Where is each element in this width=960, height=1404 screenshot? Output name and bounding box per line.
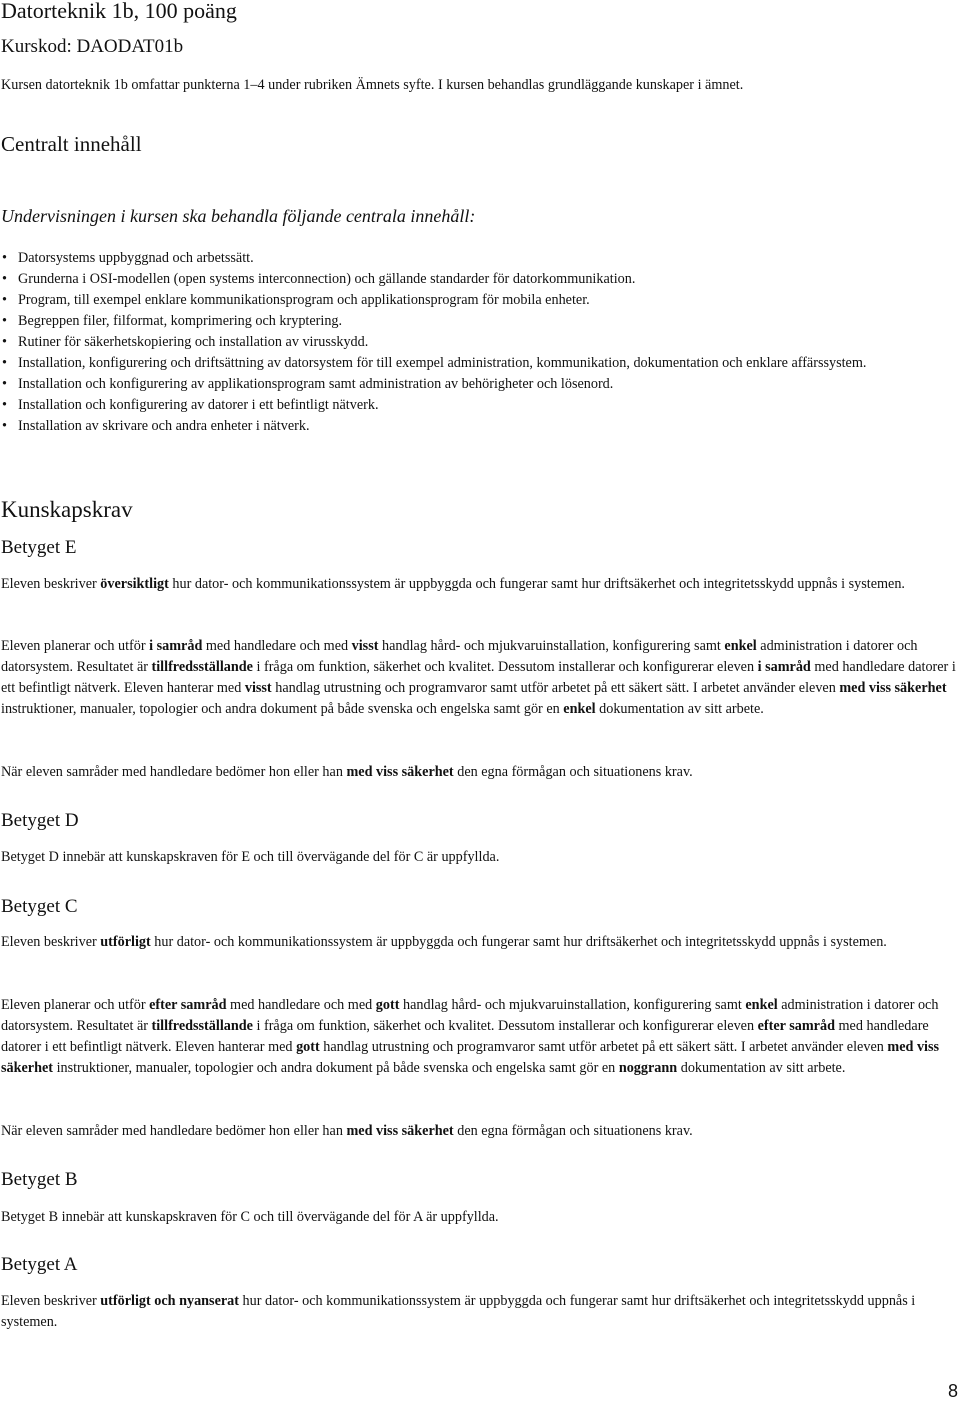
list-item-text: Begreppen filer, filformat, komprimering och kryptering. [18, 313, 343, 329]
list-item-text: Installation och konfigurering av applikationsprogram samt administration av behörigheter och lösenord. [18, 376, 614, 392]
course-title: Datorteknik 1b, 100 poäng [1, 0, 237, 23]
list-item-text: Program, till exempel enklare kommunikationsprogram och applikationsprogram för mobila enheter. [18, 292, 590, 308]
list-item-text: Grunderna i OSI-modellen (open systems interconnection) och gällande standarder för datorkommunikation. [18, 271, 636, 287]
bullet-icon: • [2, 418, 7, 434]
list-item-text: Datorsystems uppbyggnad och arbetssätt. [18, 250, 254, 266]
central-content-list [0, 248, 956, 437]
list-item [0, 290, 956, 311]
grade-c-paragraph-2: Eleven planerar och utför efter samråd med handledare och med gott handlag hård- och mjukvaruinstallation, konfigurering samt enkel administration i datorer och datorsystem. Resultatet är tillfredsställande i fråga om funktion, säkerhet och kvalitet. Dessutom installerar och konfigurerar eleven efter samråd med handledare datorer i ett befintligt nätverk. Eleven hanterar med gott handlag utrustning och programvaror samt utför arbetet på ett säkert sätt. I arbetet använder eleven med viss säkerhet instruktioner, manualer, topologier och andra dokument på både svenska och engelska samt gör en noggrann dokumentation av sitt arbete. [1, 997, 940, 1076]
list-item-text: Installation och konfigurering av datorer i ett befintligt nätverk. [18, 397, 379, 413]
list-item [0, 269, 956, 290]
course-intro: Kursen datorteknik 1b omfattar punkterna 1–4 under rubriken Ämnets syfte. I kursen behandlas grundläggande kunskaper i ämnet. [1, 77, 744, 93]
requirements-heading: Kunskapskrav [1, 497, 133, 522]
bullet-icon: • [2, 397, 7, 413]
course-code: Kurskod: DAODAT01b [1, 36, 184, 57]
grade-b-text: Betyget B innebär att kunskapskraven för C och till övervägande del för A är uppfyllda. [1, 1209, 499, 1225]
grade-d-text: Betyget D innebär att kunskapskraven för E och till övervägande del för C är uppfyllda. [1, 849, 500, 865]
bullet-icon: • [2, 250, 7, 266]
grade-e-paragraph-2: Eleven planerar och utför i samråd med handledare och med visst handlag hård- och mjukvaruinstallation, konfigurering samt enkel administration i datorer och datorsystem. Resultatet är tillfredsställande i fråga om funktion, säkerhet och kvalitet. Dessutom installerar och konfigurerar eleven i samråd med handledare datorer i ett befintligt nätverk. Eleven hanterar med visst handlag utrustning och programvaror samt utför arbetet på ett säkert sätt. I arbetet använder eleven med viss säkerhet instruktioner, manualer, topologier och andra dokument på både svenska och engelska samt gör en enkel dokumentation av sitt arbete. [1, 638, 956, 717]
bullet-icon: • [2, 376, 7, 392]
grade-e-paragraph-3: När eleven samråder med handledare bedömer hon eller han med viss säkerhet den egna förmågan och situationens krav. [1, 764, 693, 780]
page-number: 8 [947, 1381, 958, 1401]
grade-a-heading: Betyget A [1, 1254, 78, 1275]
bullet-icon: • [2, 355, 7, 371]
list-item [0, 395, 956, 416]
central-content-heading: Centralt innehåll [1, 132, 142, 156]
grade-e-paragraph-1: Eleven beskriver översiktligt hur dator- och kommunikationssystem är uppbyggda och fungerar samt hur driftsäkerhet och integritetsskydd uppnås i systemen. [1, 576, 905, 592]
list-item [0, 248, 956, 269]
bullet-icon: • [2, 334, 7, 350]
central-content-lead: Undervisningen i kursen ska behandla följande centrala innehåll: [1, 206, 476, 226]
grade-e-heading: Betyget E [1, 537, 77, 558]
list-item-text: Installation av skrivare och andra enheter i nätverk. [18, 418, 310, 434]
list-item-text: Installation, konfigurering och driftsättning av datorsystem för till exempel administration, kommunikation, dokumentation och enklare affärssystem. [18, 355, 867, 371]
list-item [0, 416, 956, 437]
list-item [0, 332, 956, 353]
grade-d-heading: Betyget D [1, 810, 79, 831]
grade-a-paragraph-1: Eleven beskriver utförligt och nyanserat hur dator- och kommunikationssystem är uppbyggda och fungerar samt hur driftsäkerhet och integritetsskydd uppnås i systemen. [1, 1293, 916, 1330]
list-item-text: Rutiner för säkerhetskopiering och installation av virusskydd. [18, 334, 369, 350]
grade-b-heading: Betyget B [1, 1169, 78, 1190]
list-item [0, 311, 956, 332]
grade-c-heading: Betyget C [1, 896, 78, 917]
bullet-icon: • [2, 271, 7, 287]
list-item [0, 374, 956, 395]
bullet-icon: • [2, 313, 7, 329]
list-item [0, 353, 956, 374]
grade-c-paragraph-3: När eleven samråder med handledare bedömer hon eller han med viss säkerhet den egna förmågan och situationens krav. [1, 1123, 693, 1139]
bullet-icon: • [2, 292, 7, 308]
grade-c-paragraph-1: Eleven beskriver utförligt hur dator- och kommunikationssystem är uppbyggda och fungerar samt hur driftsäkerhet och integritetsskydd uppnås i systemen. [1, 934, 887, 950]
